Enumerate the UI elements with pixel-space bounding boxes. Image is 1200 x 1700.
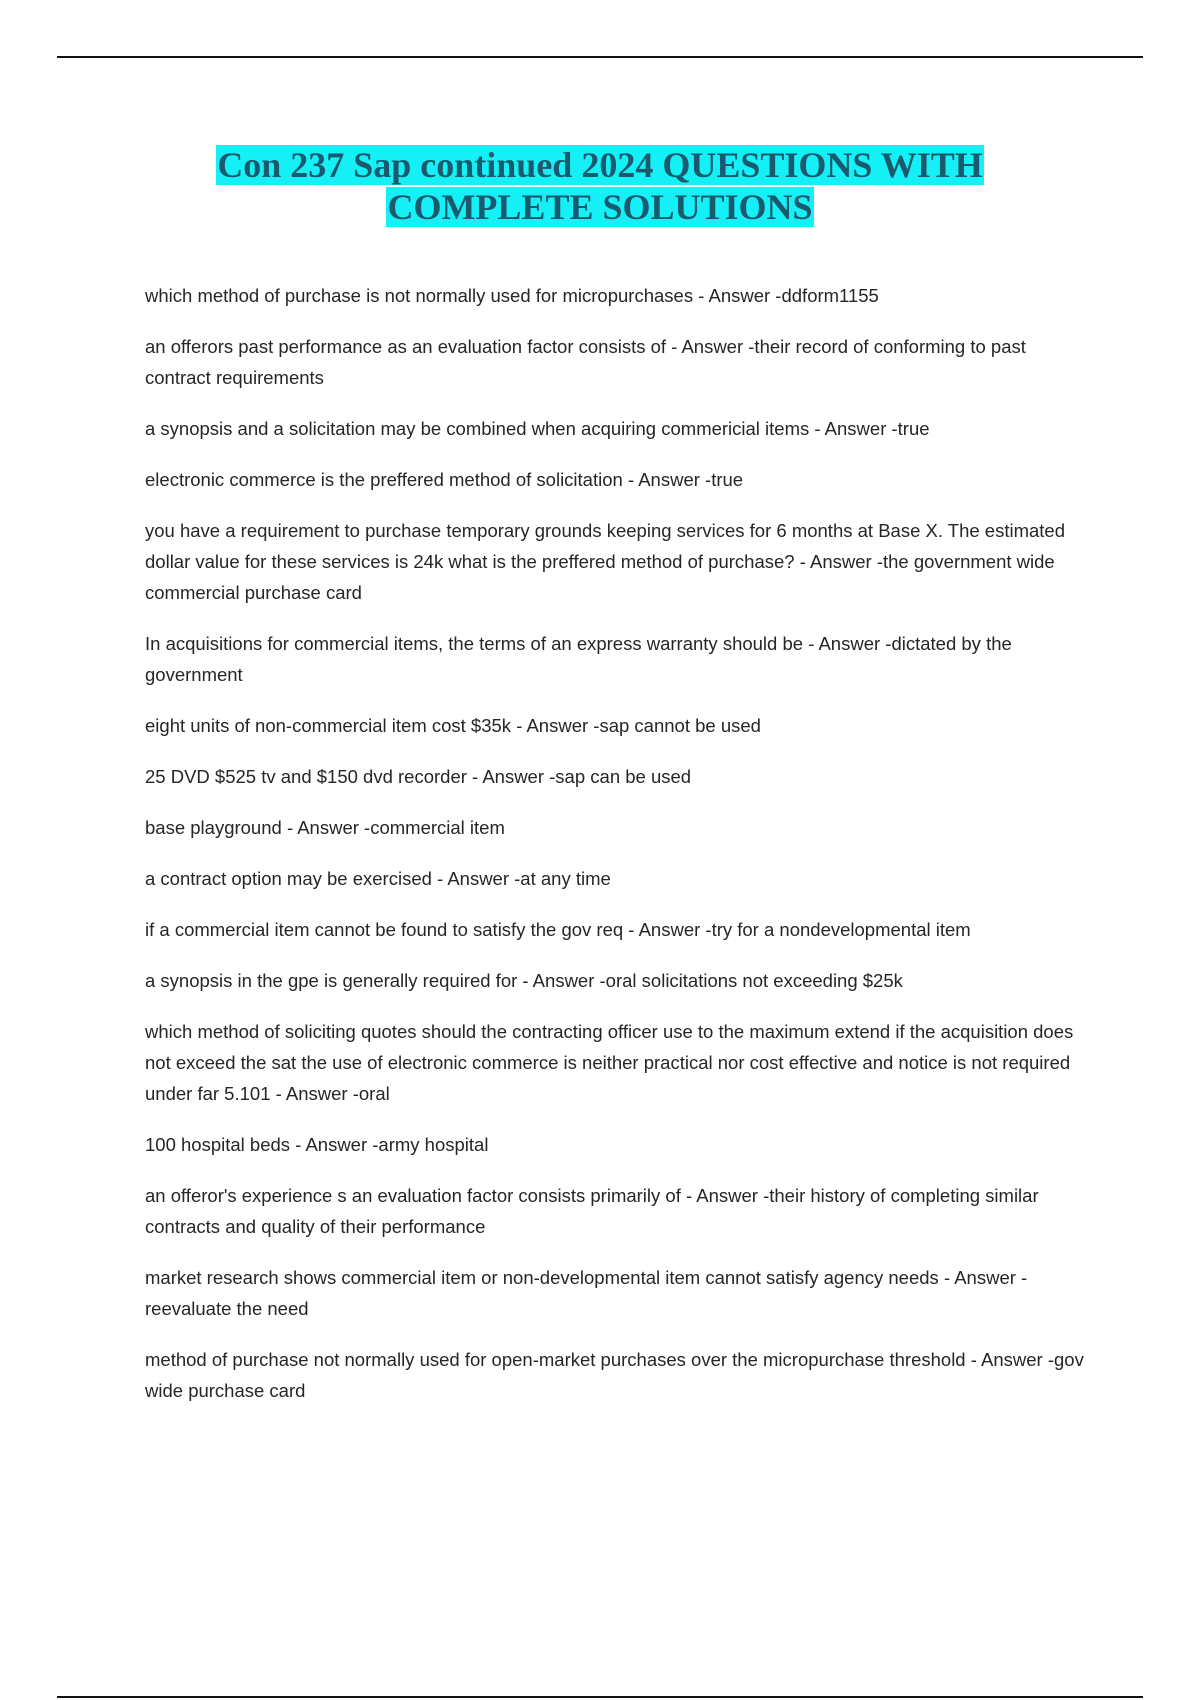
bottom-rule (57, 1696, 1143, 1698)
top-rule (57, 56, 1143, 58)
qa-item: 25 DVD $525 tv and $150 dvd recorder - Answer -sap can be used (145, 766, 692, 787)
page-title-text: Con 237 Sap continued 2024 QUESTIONS WITH COMPLETE SOLUTIONS (217, 145, 983, 227)
qa-item: eight units of non-commercial item cost $35k - Answer -sap cannot be used (145, 715, 761, 736)
qa-item: method of purchase not normally used for open-market purchases over the micropurchase threshold - Answer -gov wide purchase card (145, 1349, 1084, 1401)
qa-item: market research shows commercial item or non-developmental item cannot satisfy agency needs - Answer -reevaluate the need (145, 1267, 1028, 1319)
qa-item: base playground - Answer -commercial item (145, 817, 505, 838)
qa-item: if a commercial item cannot be found to satisfy the gov req - Answer -try for a nondevelopmental item (145, 919, 971, 940)
qa-item: which method of purchase is not normally used for micropurchases - Answer -ddform1155 (145, 285, 879, 306)
qa-item: electronic commerce is the preffered method of solicitation - Answer -true (145, 469, 744, 490)
qa-item: 100 hospital beds - Answer -army hospital (145, 1134, 489, 1155)
qa-item: a synopsis and a solicitation may be combined when acquiring commericial items - Answer -true (145, 418, 930, 439)
qa-item: which method of soliciting quotes should the contracting officer use to the maximum extend if the acquisition does not exceed the sat the use of electronic commerce is neither practical nor cost effective and notice is not required under far 5.101 - Answer -oral (145, 1021, 1074, 1104)
qa-item: an offeror's experience s an evaluation factor consists primarily of - Answer -their history of completing similar contracts and quality of their performance (145, 1185, 1039, 1237)
qa-item: you have a requirement to purchase temporary grounds keeping services for 6 months at Base X. The estimated dollar value for these services is 24k what is the preffered method of purchase? - Answer -the government wide commercial purchase card (145, 520, 1066, 603)
qa-item: an offerors past performance as an evaluation factor consists of - Answer -their record of conforming to past contract requirements (145, 336, 1026, 388)
qa-item: a synopsis in the gpe is generally required for - Answer -oral solicitations not exceeding $25k (145, 970, 903, 991)
qa-item: In acquisitions for commercial items, the terms of an express warranty should be - Answer -dictated by the government (145, 633, 1012, 685)
qa-item: a contract option may be exercised - Answer -at any time (145, 868, 611, 889)
page-title (120, 144, 1080, 228)
qa-list (145, 280, 1090, 1426)
